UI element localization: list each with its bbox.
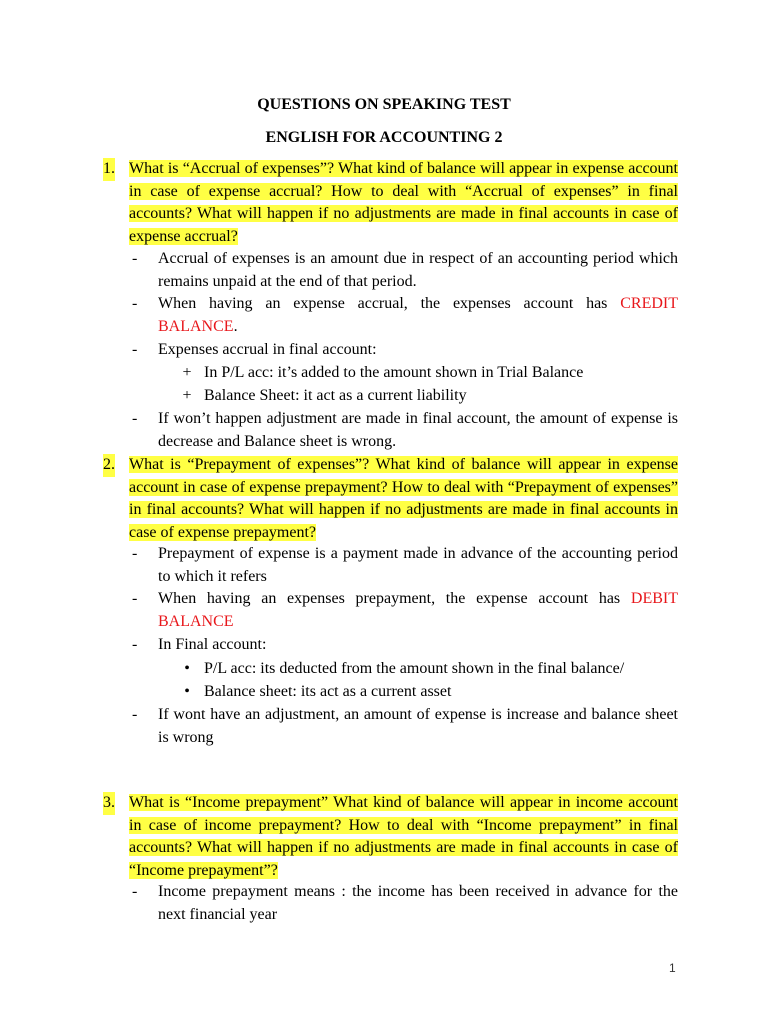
dash-marker: - bbox=[132, 636, 138, 653]
question-text: What is “Income prepayment” What kind of balance will appear in income account in case of income prepayment? How to deal with “Income prepayment” in final accounts? What will happen if no adjustments are made in final accounts in case of “Income prepayment”? bbox=[129, 794, 678, 879]
question-number: 1. bbox=[103, 158, 115, 181]
answer-bullet bbox=[132, 339, 678, 362]
question-2 bbox=[103, 454, 678, 544]
dot-marker: • bbox=[184, 683, 190, 700]
dash-marker: - bbox=[132, 341, 138, 358]
answer-text: When having an expenses prepayment, the expense account has DEBIT BALANCE bbox=[158, 590, 678, 630]
answer-bullet bbox=[132, 881, 678, 926]
answer-bullet bbox=[132, 543, 678, 588]
answer-text: If wont have an adjustment, an amount of expense is increase and balance sheet is wrong bbox=[158, 706, 678, 746]
sub-bullet bbox=[180, 658, 680, 681]
dash-marker: - bbox=[132, 410, 138, 427]
dash-marker: - bbox=[132, 706, 138, 723]
answer-text: In Final account: bbox=[158, 636, 267, 653]
highlight-balance: DEBIT BALANCE bbox=[158, 590, 678, 630]
answer-text: Expenses accrual in final account: bbox=[158, 341, 377, 358]
plus-marker: + bbox=[182, 364, 192, 381]
question-text: What is “Prepayment of expenses”? What kind of balance will appear in expense account in case of expense prepayment? How to deal with “Prepayment of expenses” in final accounts? What will happen if no adjustments are made in final accounts in case of expense prepayment? bbox=[129, 456, 678, 541]
page-number: 1 bbox=[669, 961, 676, 975]
answer-bullet bbox=[132, 248, 678, 293]
sub-bullet-text: P/L acc: its deducted from the amount shown in the final balance/ bbox=[204, 660, 625, 677]
dash-marker: - bbox=[132, 295, 138, 312]
question-number: 3. bbox=[103, 792, 115, 815]
sub-bullet bbox=[180, 385, 680, 408]
dash-marker: - bbox=[132, 545, 138, 562]
question-text: What is “Accrual of expenses”? What kind of balance will appear in expense account in case of expense accrual? How to deal with “Accrual of expenses” in final accounts? What will happen if no adjustments are made in final accounts in case of expense accrual? bbox=[129, 160, 678, 245]
dash-marker: - bbox=[132, 250, 138, 267]
dash-marker: - bbox=[132, 883, 138, 900]
sub-bullet-text: Balance sheet: its act as a current asset bbox=[204, 683, 452, 700]
answer-bullet bbox=[132, 293, 678, 338]
answer-text: When having an expense accrual, the expenses account has CREDIT BALANCE. bbox=[158, 295, 678, 335]
dash-marker: - bbox=[132, 590, 138, 607]
question-3 bbox=[103, 792, 678, 882]
answer-bullet bbox=[132, 408, 678, 453]
answer-text: Prepayment of expense is a payment made in advance of the accounting period to which it refers bbox=[158, 545, 678, 585]
answer-text: Accrual of expenses is an amount due in respect of an accounting period which remains unpaid at the end of that period. bbox=[158, 250, 678, 290]
sub-bullet-text: Balance Sheet: it act as a current liability bbox=[204, 387, 467, 404]
answer-bullet bbox=[132, 634, 678, 657]
answer-text: Income prepayment means : the income has been received in advance for the next financial year bbox=[158, 883, 678, 923]
document-subtitle: ENGLISH FOR ACCOUNTING 2 bbox=[265, 129, 503, 146]
answer-bullet bbox=[132, 588, 678, 633]
question-number: 2. bbox=[103, 454, 115, 477]
plus-marker: + bbox=[182, 387, 192, 404]
dot-marker: • bbox=[184, 660, 190, 677]
sub-bullet-text: In P/L acc: it’s added to the amount shown in Trial Balance bbox=[204, 364, 584, 381]
answer-text: If won’t happen adjustment are made in final account, the amount of expense is decrease and Balance sheet is wrong. bbox=[158, 410, 678, 450]
question-1 bbox=[103, 158, 678, 248]
document-title: QUESTIONS ON SPEAKING TEST bbox=[257, 96, 511, 113]
sub-bullet bbox=[180, 681, 680, 704]
highlight-balance: CREDIT BALANCE bbox=[158, 295, 678, 335]
sub-bullet bbox=[180, 362, 680, 385]
answer-bullet bbox=[132, 704, 678, 749]
